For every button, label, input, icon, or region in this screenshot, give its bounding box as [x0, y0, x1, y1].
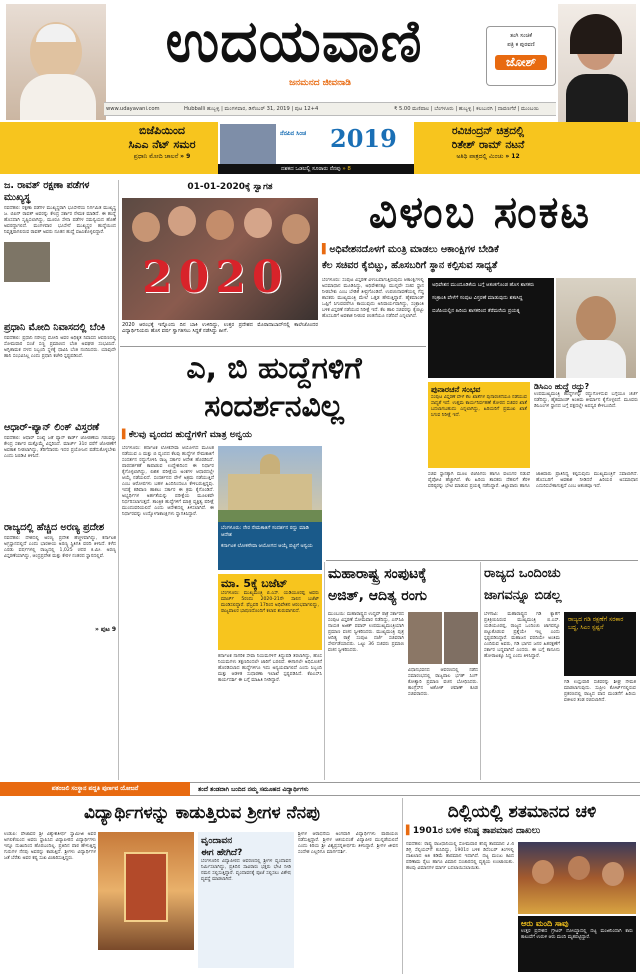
brindavan-title-2: ಈಗ ಹೇಗಿದೆ? [201, 848, 243, 858]
second-inset-1: ಬೆಂಗಳೂರು: ನೇರ ನೇಮಕಾತಿಗೆ ಸಂದರ್ಶನ ರದ್ದು ಮಾಡಿ ಆದೇಶ [221, 525, 309, 538]
photo-label: 01-01-2020ಕ್ಕೆ ಸ್ವಾಗತ [187, 182, 273, 192]
lead-box-1: ಪುನಾರಚನೆ ಸಂಭವ ಸಂಪುಟ ವಿಸ್ತರಣೆ ವೇಳೆ ಕೆಲ ಖಾತೆಗಳ ಪುನಾರಚನೆಯೂ ನಡೆಯುವ ಸಾಧ್ಯತೆ ಇದೆ. ಉತ್ತಮ ಕಾರ್ಯನಿರ್ವಹಣೆ ತೋರದ ಸಚಿವರ ಖಾತೆ ಬದಲಾಗಬಹುದು ಎನ್ನಲಾಗಿದ್ದು, ಹಿರಿಯರಿಗೆ ಪ್ರಮುಖ ಖಾತೆ ಸಿಗುವ ನಿರೀಕ್ಷೆ ಇದೆ. [428, 382, 530, 468]
budget-box: ಮಾ. 5ಕ್ಕೆ ಬಜೆಟ್ ಬೆಂಗಳೂರು: ಮುಖ್ಯಮಂತ್ರಿ ಬಿ.ಎಸ್. ಯಡಿಯೂರಪ್ಪ ಅವರು ಮಾರ್ಚ್ 5ರಂದು 2020-21ನೇ ಸಾಲಿನ ಬಜೆಟ್ ಮಂಡಿಸಲಿದ್ದಾರೆ. ಫೆಬ್ರವರಿ 17ರಿಂದ ಅಧಿವೇಶನ ಆರಂಭವಾಗಲಿದ್ದು, ರಾಜ್ಯಪಾಲರ ಭಾಷಣದೊಂದಿಗೆ ಕಲಾಪ ಶುರುವಾಗಲಿದೆ. [218, 574, 322, 650]
left-column [4, 180, 116, 776]
strip-left: ಪತಂಜಲಿ ಸಂಸ್ಥಾನ ಪದ್ದತಿ ಪುರ್ಣವ ಯೋಜನೆ [0, 782, 190, 796]
lead-headline[interactable]: ವಿಳಂಬ ಸಂಕಟ [368, 187, 592, 238]
second-headline-1[interactable]: ಎ, ಬಿ ಹುದ್ದೆಗಳಿಗೆ [186, 351, 362, 386]
divider-mid [324, 562, 325, 780]
lead-bullet-1: ಅಧಿವೇಶನ ಮುಂದೂಡಿಕೆಯ ಬಗ್ಗೆ ಆತಂಕಗೊಂಡ ಹೊಸ ಶಾಸಕರು [432, 282, 535, 288]
website[interactable]: www.udayavani.com [106, 106, 160, 112]
left-body-4: ನವದೆಹಲಿ: ದೇಶದಲ್ಲಿ ಅರಣ್ಯ ಪ್ರದೇಶ ಹೆಚ್ಚಳವಾಗಿದ್ದು, ಕರ್ನಾಟಕ ಅಗ್ರಸ್ಥಾನದಲ್ಲಿದೆ ಎಂದು ಭಾರತೀಯ ಅರಣ್ಯ ಸ್ಥಿತಿಗತಿ ವರದಿ ತಿಳಿಸಿದೆ. ಕಳೆದ ಎರಡು ವರ್ಷಗಳಲ್ಲಿ ರಾಜ್ಯದಲ್ಲಿ 1,025 ಚದರ ಕಿ.ಮೀ. ಅರಣ್ಯ ವಿಸ್ತರಣೆಯಾಗಿದ್ದು, ಆಂಧ್ರಪ್ರದೇಶ ಮತ್ತು ಕೇರಳ ನಂತರದ ಸ್ಥಾನದಲ್ಲಿವೆ. [4, 536, 116, 559]
divider-bottom [402, 798, 403, 974]
photo-2020-sign: 2020 [142, 252, 289, 303]
second-inset-2: ಕರ್ನಾಟಕ ಲೋಕಸೇವಾ ಆಯೋಗದ ಆಯ್ಕೆ ಪಟ್ಟಿಗೆ ಅನ್ವಯ [221, 543, 313, 549]
issue-info: Hubballi ಹುಬ್ಬಳ್ಳಿ | ಮಂಗಳವಾರ, ಡಿಸೆಂಬರ್ 31, 2019 | ಪುಟ 12+4 [184, 105, 319, 112]
left-head-rawat[interactable]: ಜ. ರಾವತ್ ರಕ್ಷಣಾ ಪಡೆಗಳ ಮುಖ್ಯಸ್ಥ [4, 180, 90, 203]
info-bar [104, 102, 556, 116]
lead-sub2: ಕೆಲ ಸಚಿವರ ಕೈಬಿಟ್ಟು, ಹೊಸಬರಿಗೆ ಸ್ಥಾನ ಕಲ್ಪಿಸುವ ಸಾಧ್ಯತೆ [322, 260, 498, 271]
supplement-badge [486, 26, 556, 86]
photo-caption: 2020 ಆರಂಭಕ್ಕೆ ಇನ್ನೊಂದು ದಿನ ಬಾಕಿ ಉಳಿದಿದ್ದು, ಉತ್ತರ ಪ್ರದೇಶದ ಮೊರಾದಾಬಾದ್‌ನಲ್ಲಿ ಕಾಲೇಜೊಂದರ ವಿದ್ಯಾರ್ಥಿನಿಯರು ಹೊಸ ವರ್ಷ ಸ್ವಾಗತಿಸಲು ಸಿದ್ಧತೆ ನಡೆಸಿದ್ದು ಹೀಗೆ. [122, 322, 318, 335]
brindavan-inset: ವೃಂದಾವನ ಈಗ ಹೇಗಿದೆ? ಬೆಂಗಳೂರಿನ ವಿದ್ಯಾಪೀಠದ ಆವರಣದಲ್ಲಿ ಶ್ರೀಗಳ ವೃಂದಾವನ ನಿರ್ಮಿಸಲಾಗಿದ್ದು, ಪ್ರತಿದಿನ ಸಾವಿರಾರು ಭಕ್ತರು ಭೇಟಿ ನೀಡಿ ನಮನ ಸಲ್ಲಿಸುತ್ತಿದ್ದಾರೆ. ವೃಂದಾವನಕ್ಕೆ ಪೂಜೆ ಸಲ್ಲಿಸಲು ವಿಶೇಷ ವ್ಯವಸ್ಥೆ ಮಾಡಲಾಗಿದೆ. [198, 832, 294, 968]
rawat-photo [4, 242, 50, 282]
left-head-fire[interactable]: ಪ್ರಧಾನಿ ಮೋದಿ ನಿವಾಸದಲ್ಲಿ ಬೆಂಕಿ [4, 322, 106, 333]
teaser-mid-page: » 8 [342, 166, 351, 172]
teaser-middle[interactable] [218, 122, 414, 174]
bottom-right-headline[interactable]: ದಿಲ್ಲಿಯಲ್ಲಿ ಶತಮಾನದ ಚಳಿ [447, 802, 597, 822]
teaser-mid-sub-row [218, 164, 414, 174]
badge-top: ತಂಗಿ ಸಂಚಿಕೆ [510, 33, 532, 39]
left-body-3: ನವದೆಹಲಿ: ಆಧಾರ್ ಸಂಖ್ಯೆ ಜತೆ ಪ್ಯಾನ್ ಕಾರ್ಡ್ ಜೋಡಣೆಯ ಗಡುವನ್ನು ಕೇಂದ್ರ ಸರ್ಕಾರ ಮತ್ತೊಮ್ಮೆ ವಿಸ್ತರಿಸಿದೆ. ಮಾರ್ಚ್ 31ರ ವರೆಗೆ ಜೋಡಣೆಗೆ ಅವಕಾಶ ನೀಡಲಾಗಿದ್ದು, ತೆರಿಗೆದಾರರು ಇದರ ಪ್ರಯೋಜನ ಪಡೆದುಕೊಳ್ಳಬೇಕು ಎಂದು ಸಿಬಿಡಿಟಿ ತಿಳಿಸಿದೆ. [4, 436, 116, 459]
teaser-right[interactable] [418, 124, 558, 172]
state-box [564, 612, 636, 676]
bottom-right-box: ಆರು ಮಂದಿ ಸಾವು ಉತ್ತರ ಪ್ರದೇಶದ ಗ್ರೇಟರ್ ನೋಯ್ಡಾದಲ್ಲಿ ದಟ್ಟ ಮಂಜಿನಿಂದಾಗಿ ಕಾರು ಕಾಲುವೆಗೆ ಉರುಳಿ ಆರು ಮಂದಿ ಮೃತಪಟ್ಟಿದ್ದಾರೆ. [518, 916, 636, 972]
bottom-left-body-1: ಉಡುಪಿ: ಪೇಜಾವರ ಶ್ರೀ ವಿಶ್ವೇಶತೀರ್ಥ ಸ್ವಾಮೀಜಿ ಅವರ ಅಗಲಿಕೆಯಿಂದ ಅವರು ಸ್ಥಾಪಿಸಿದ ವಿದ್ಯಾಪೀಠದ ವಿದ್ಯಾರ್ಥಿಗಳು ಇನ್ನೂ ದುಃಖದಿಂದ ಹೊರಬಂದಿಲ್ಲ. ಪ್ರತಿದಿನ ಪಾಠ ಹೇಳುತ್ತಿದ್ದ ಗುರುಗಳ ನೆನಪು ಅವರನ್ನು ಕಾಡುತ್ತಿದೆ. ಶ್ರೀಗಳು ವಿದ್ಯಾರ್ಥಿಗಳ ಜತೆ ಬೆರೆತು ಅವರ ಕಷ್ಟ ಸುಖ ವಿಚಾರಿಸುತ್ತಿದ್ದರು. [4, 832, 96, 861]
second-sub: ▌ಕೆಲವು ವೃಂದದ ಹುದ್ದೆಗಳಿಗೆ ಮಾತ್ರ ಅನ್ವಯ [122, 430, 252, 440]
state-body-1: ಬೆಳಗಾವಿ: ಮಹಾರಾಷ್ಟ್ರದ ಗಡಿ ಕ್ಯಾತೆಗೆ ಪ್ರತಿಕ್ರಿಯಿಸಿರುವ ಮುಖ್ಯಮಂತ್ರಿ ಬಿ.ಎಸ್. ಯಡಿಯೂರಪ್ಪ, ರಾಜ್ಯದ ಒಂದಿಂಚು ಜಾಗವನ್ನೂ ಬಿಟ್ಟುಕೊಡುವ ಪ್ರಶ್ನೆಯೇ ಇಲ್ಲ ಎಂದು ಸ್ಪಷ್ಟಪಡಿಸಿದ್ದಾರೆ. ಮಹಾಜನ ವರದಿಯೇ ಅಂತಿಮ ಎಂದಿರುವ ಅವರು, ಗಡಿ ಭಾಗದ ಜನರ ಹಿತರಕ್ಷಣೆಗೆ ಸರ್ಕಾರ ಬದ್ಧವಾಗಿದೆ ಎಂದರು. ಈ ಬಗ್ಗೆ ಕಾನೂನು ಹೋರಾಟಕ್ಕೂ ಸಿದ್ಧ ಎಂದು ತಿಳಿಸಿದ್ದಾರೆ. [484, 612, 560, 659]
actress-portrait [558, 4, 636, 122]
teaser-left-page: » 9 [180, 153, 191, 160]
left-head-forest[interactable]: ರಾಜ್ಯದಲ್ಲಿ ಹೆಚ್ಚಿದ ಅರಣ್ಯ ಪ್ರದೇಶ [4, 522, 105, 533]
bottom-left-headline[interactable]: ವಿದ್ಯಾರ್ಥಿಗಳನ್ನು ಕಾಡುತ್ತಿರುವ ಶ್ರೀಗಳ ನೆನಪು [84, 803, 320, 823]
aaditya-photo [444, 612, 478, 664]
divider-second [120, 346, 426, 347]
left-head-aadhaar[interactable]: ಆಧಾರ್-ಪ್ಯಾನ್ ಲಿಂಕ್ ವಿಸ್ತರಣೆ [4, 422, 100, 433]
cold-wave-photo [518, 842, 636, 914]
second-inset [218, 522, 322, 570]
teaser-right-title2: ರಿತೇಶ್ ರಾಮ್ ನಟನೆ [451, 139, 525, 151]
strip-right: ತಂದೆ ತಂಡದಾಗಿ ಬಂದಿದ ನಮ್ಮ ಸಮೂಹದ ವಿದ್ಯಾರ್ಥಿಗಳು [190, 782, 640, 796]
lead-box-1-title: ಪುನಾರಚನೆ ಸಂಭವ [431, 385, 481, 394]
lead-bullets-box [428, 278, 554, 378]
masthead-title: ಉದಯವಾಣಿ [165, 7, 423, 75]
lead-box-2: ಡಿಸಿಎಂ ಹುದ್ದೆ ರದ್ದು? ಉಪಮುಖ್ಯಮಂತ್ರಿ ಹುದ್ದೆಗಳನ್ನು ರದ್ದುಗೊಳಿಸುವ ಬಗ್ಗೆಯೂ ಚರ್ಚೆ ನಡೆದಿದ್ದು, ಹೈಕಮಾಂಡ್ ಅಂತಿಮ ತೀರ್ಮಾನ ಕೈಗೊಳ್ಳಲಿದೆ. ಮೂವರು ಡಿಸಿಎಂಗಳ ಸ್ಥಾನದ ಬಗ್ಗೆ ಪಕ್ಷದಲ್ಲೇ ಅಪಸ್ವರ ಕೇಳಿಬಂದಿದೆ. [534, 382, 638, 409]
ajit-pawar-photo [408, 612, 442, 664]
price-editions: ₹ 5.00 ಮಣಿಪಾಲ | ಬೆಂಗಳೂರು | ಹುಬ್ಬಳ್ಳಿ | ಕಲಬುರಗಿ | ದಾವಣಗೆರೆ | ಮುಂಬಯಿ [394, 105, 539, 112]
bottom-left-body-2: ಶ್ರೀಗಳ ಆರಾಧನೆಯ ಅಂಗವಾಗಿ ವಿದ್ಯಾರ್ಥಿಗಳು ಪಾರಾಯಣ ನಡೆಸುತ್ತಿದ್ದಾರೆ. ಶ್ರೀಗಳ ಆಶಯದಂತೆ ವಿದ್ಯಾಪೀಠ ಮುನ್ನಡೆಯಲಿದೆ ಎಂದು ಕಿರಿಯ ಶ್ರೀ ವಿಶ್ವಪ್ರಸನ್ನತೀರ್ಥರು ತಿಳಿಸಿದ್ದಾರೆ. ಶ್ರೀಗಳ ಜೀವನ ಸಂದೇಶ ಎಲ್ಲರಿಗೂ ಮಾರ್ಗದರ್ಶಿ. [298, 832, 398, 855]
section-strip [0, 782, 640, 796]
maha-headline-2[interactable]: ಅಜಿತ್, ಆದಿತ್ಯ ರಂಗು [328, 588, 427, 604]
left-body-2: ನವದೆಹಲಿ: ಪ್ರಧಾನಿ ನರೇಂದ್ರ ಮೋದಿ ಅವರ ಅಧಿಕೃತ ನಿವಾಸದ ಆವರಣದಲ್ಲಿ ಸೋಮವಾರ ಸಂಜೆ ಸಣ್ಣ ಪ್ರಮಾಣದ ಬೆಂಕಿ ಅವಘಡ ಸಂಭವಿಸಿದೆ. ಅಗ್ನಿಶಾಮಕ ದಳದ ಸಿಬ್ಬಂದಿ ಸ್ಥಳಕ್ಕೆ ಧಾವಿಸಿ ಬೆಂಕಿ ನಂದಿಸಿದರು. ಯಾವುದೇ ಹಾನಿ ಸಂಭವಿಸಿಲ್ಲ ಎಂದು ಪ್ರಧಾನಿ ಕಚೇರಿ ಸ್ಪಷ್ಟಪಡಿಸಿದೆ. [4, 336, 116, 359]
divider-state [480, 562, 481, 780]
maha-headline-1[interactable]: ಮಹಾರಾಷ್ಟ್ರ ಸಂಪುಟಕ್ಕೆ [328, 566, 427, 582]
masthead-tagline: ಜನಮನದ ಜೀವನಾಡಿ [289, 78, 351, 88]
teaser-right-sub: ಅತಿಥಿ ಪಾತ್ರದಲ್ಲಿ ಮಿಂಚು [456, 153, 504, 160]
lead-body-2: ಸಚಿವ ಸ್ಥಾನಕ್ಕಾಗಿ ಮೂಲ ಬಿಜೆಪಿಗರು ಹಾಗೂ ವಲಸಿಗರ ನಡುವೆ ಪೈಪೋಟಿ ಹೆಚ್ಚಾಗಿದೆ. ಕೆಲ ಹಿರಿಯ ಶಾಸಕರು ದೆಹಲಿಗೆ ತೆರಳಿ ವರಿಷ್ಠರನ್ನು ಭೇಟಿ ಮಾಡುವ ಪ್ರಯತ್ನ ನಡೆಸಿದ್ದಾರೆ. ಜಿಲ್ಲಾವಾರು ಹಾಗೂ ಜಾತಿವಾರು ಪ್ರಾತಿನಿಧ್ಯ ಕಲ್ಪಿಸುವುದು ಮುಖ್ಯಮಂತ್ರಿಗೆ ಸವಾಲಾಗಿದೆ. ಹೊಸಬರಿಗೆ ಅವಕಾಶ ನೀಡಿದರೆ ಹಿರಿಯರ ಅಸಮಾಧಾನ ಎದುರಿಸಬೇಕಾಗುತ್ತದೆ ಎಂಬ ಆತಂಕವೂ ಇದೆ. [428, 472, 638, 489]
bottom-right-body-1: ನವದೆಹಲಿ: ರಾಷ್ಟ್ರ ರಾಜಧಾನಿಯಲ್ಲಿ ಸೋಮವಾರ ಕನಿಷ್ಠ ತಾಪಮಾನ 2.4 ಡಿಗ್ರಿ ಸೆಲ್ಸಿಯಸ್‌ಗೆ ಕುಸಿದಿದ್ದು, 1901ರ ಬಳಿಕ ಡಿಸೆಂಬರ್ ತಿಂಗಳಲ್ಲಿ ದಾಖಲಾದ ಅತಿ ಕಡಿಮೆ ತಾಪಮಾನ ಇದಾಗಿದೆ. ದಟ್ಟ ಮಂಜು ಕವಿದ ಪರಿಣಾಮ ರೈಲು ಹಾಗೂ ವಿಮಾನ ಸಂಚಾರದಲ್ಲಿ ವ್ಯತ್ಯಯ ಉಂಟಾಯಿತು. ಹಲವು ವಿಮಾನಗಳ ಮಾರ್ಗ ಬದಲಾಯಿಸಲಾಯಿತು. [406, 842, 514, 871]
brindavan-photo [98, 832, 194, 950]
bottom-right-box-title: ಆರು ಮಂದಿ ಸಾವು [521, 919, 569, 928]
lead-bullet-3: ಬಿಜೆಪಿಯಲ್ಲಿನ ಹಿರಿಯ ಶಾಸಕರಿಂದ ತೆರೆಮರೆಯ ಪ್ರಯತ್ನ [432, 308, 520, 314]
teaser-band [0, 122, 640, 174]
badge-brand: ಜೋಶ್ [495, 55, 547, 70]
lead-bullet-2: ಸಂಕ್ರಾಂತಿ ವೇಳೆಗೆ ಸಂಪುಟ ವಿಸ್ತರಣೆ ಮಾಡುವುದು ಶತಃಸಿದ್ಧ [432, 295, 523, 301]
masthead [0, 0, 640, 122]
maha-body-2: ವಿಧಾನಭವನದ ಆವರಣದಲ್ಲಿ ನಡೆದ ಸಮಾರಂಭದಲ್ಲಿ ರಾಜ್ಯಪಾಲ ಭಗತ್ ಸಿಂಗ್ ಕೋಶ್ಯಾರಿ ಪ್ರಮಾಣ ವಚನ ಬೋಧಿಸಿದರು. ಕಾಂಗ್ರೆಸ್‌ನ ಅಶೋಕ್ ಚವಾಣ್ ಕೂಡ ಸಚಿವರಾದರು. [408, 668, 478, 697]
teaser-left-title1: ಬಿಜೆಪಿಯಿಂದ [138, 124, 186, 137]
state-box-text: ರಾಜ್ಯದ ಗಡಿ ರಕ್ಷಣೆಗೆ ಸರಕಾರ ಬದ್ಧ, ಸಿಎಂ ಸ್ಪಷ್ಟನೆ [568, 616, 624, 631]
badge-mid: ಪತ್ರಿ ಕ ಪುರವಣಿ [507, 42, 535, 48]
lead-body-1: ಬೆಂಗಳೂರು: ಸಂಪುಟ ವಿಸ್ತರಣೆ ವಿಳಂಬವಾಗುತ್ತಿರುವುದು ಆಕಾಂಕ್ಷಿಗಳಲ್ಲಿ ಅಸಮಾಧಾನ ಮೂಡಿಸಿದ್ದು, ಅಧಿವೇಶನಕ್ಕೂ ಮುನ್ನವೇ ಸಚಿವ ಸ್ಥಾನ ನೀಡಬೇಕು ಎಂಬ ಬೇಡಿಕೆ ತೀವ್ರಗೊಂಡಿದೆ. ಉಪಚುನಾವಣೆಯಲ್ಲಿ ಗೆದ್ದ ಶಾಸಕರು ಮುಖ್ಯಮಂತ್ರಿ ಮೇಲೆ ಒತ್ತಡ ಹೇರುತ್ತಿದ್ದಾರೆ. ಹೈಕಮಾಂಡ್ ಒಪ್ಪಿಗೆ ಸಿಗುವವರೆಗೂ ಕಾಯುವುದು ಅನಿವಾರ್ಯವಾಗಿದ್ದು, ಸಂಕ್ರಾಂತಿ ಬಳಿಕ ವಿಸ್ತರಣೆ ನಡೆಯುವ ನಿರೀಕ್ಷೆ ಇದೆ. ಕೆಲ ಹಾಲಿ ಸಚಿವರನ್ನು ಕೈಬಿಟ್ಟು ಹೊಸಬರಿಗೆ ಅವಕಾಶ ನೀಡುವ ಚಿಂತನೆಯೂ ನಡೆದಿದೆ ಎನ್ನಲಾಗಿದೆ. [322, 278, 424, 319]
teaser-right-title1: ರವಿಚಂದ್ರನ್ ಚಿತ್ರದಲ್ಲಿ [451, 125, 525, 137]
vidhana-soudha-photo [218, 446, 322, 522]
lead-sub1-text: ಅಧಿವೇಶನದೊಳಗೆ ಮಂತ್ರಿ ಮಾಡಲು ಆಕಾಂಕ್ಷಿಗಳ ಬೇಡಿಕೆ [329, 244, 499, 255]
state-headline-1[interactable]: ರಾಜ್ಯದ ಒಂದಿಂಚು [484, 566, 561, 581]
teaser-left-title2: ಸಿಎಎ ನೆಟ್ ಸಮರ [128, 138, 196, 151]
lead-box-2-title: ಡಿಸಿಎಂ ಹುದ್ದೆ ರದ್ದು? [534, 382, 590, 391]
modi-portrait [6, 4, 106, 120]
teaser-left-sub: ಪ್ರಧಾನಿ ಮೋದಿ ಚಾಲನೆ [133, 153, 179, 160]
teaser-left[interactable] [110, 124, 214, 172]
budget-title[interactable]: ಮಾ. 5ಕ್ಕೆ ಬಜೆಟ್ [221, 577, 288, 590]
divider-left [118, 180, 119, 780]
divider-maha [326, 560, 638, 561]
state-body-2: ಗಡಿ ಉಸ್ತುವಾರಿ ಸಚಿವರನ್ನು ಶೀಘ್ರ ನೇಮಕ ಮಾಡಲಾಗುವುದು. ಸುಪ್ರೀಂ ಕೋರ್ಟ್‌ನಲ್ಲಿರುವ ಪ್ರಕರಣದಲ್ಲಿ ರಾಜ್ಯದ ವಾದ ಮಂಡನೆಗೆ ಹಿರಿಯ ವಕೀಲರ ತಂಡ ರಚಿಸಲಾಗಿದೆ. [564, 680, 636, 703]
maha-body-1: ಮುಂಬಯಿ: ಮಹಾರಾಷ್ಟ್ರದ ಉದ್ಧವ್ ಠಾಕ್ರೆ ಸರ್ಕಾರದ ಸಂಪುಟ ವಿಸ್ತರಣೆ ಸೋಮವಾರ ನಡೆದಿದ್ದು, ಎನ್‌ಸಿಪಿ ನಾಯಕ ಅಜಿತ್ ಪವಾರ್ ಉಪಮುಖ್ಯಮಂತ್ರಿಯಾಗಿ ಪ್ರಮಾಣ ವಚನ ಸ್ವೀಕರಿಸಿದರು. ಮುಖ್ಯಮಂತ್ರಿ ಪುತ್ರ ಆದಿತ್ಯ ಠಾಕ್ರೆ ಸಂಪುಟ ದರ್ಜೆ ಸಚಿವರಾಗಿ ಸೇರ್ಪಡೆಯಾದರು. ಒಟ್ಟು 36 ಸಚಿವರು ಪ್ರಮಾಣ ವಚನ ಸ್ವೀಕರಿಸಿದರು. [328, 612, 404, 653]
second-sub-text: ಕೆಲವು ವೃಂದದ ಹುದ್ದೆಗಳಿಗೆ ಮಾತ್ರ ಅನ್ವಯ [128, 430, 252, 440]
second-body-1: ಬೆಂಗಳೂರು: ಕರ್ನಾಟಕ ಲೋಕಸೇವಾ ಆಯೋಗದ ಮೂಲಕ ನಡೆಯುವ ಎ ಮತ್ತು ಬಿ ವೃಂದದ ಕೆಲವು ಹುದ್ದೆಗಳ ನೇಮಕಾತಿಗೆ ಸಂದರ್ಶನ ರದ್ದುಗೊಳಿಸಿ ರಾಜ್ಯ ಸರ್ಕಾರ ಆದೇಶ ಹೊರಡಿಸಿದೆ. ಪಾರದರ್ಶಕತೆ ಕಾಪಾಡುವ ಉದ್ದೇಶದಿಂದ ಈ ನಿರ್ಧಾರ ಕೈಗೊಳ್ಳಲಾಗಿದ್ದು, ಲಿಖಿತ ಪರೀಕ್ಷೆಯ ಅಂಕಗಳ ಆಧಾರದಲ್ಲೇ ಆಯ್ಕೆ ನಡೆಯಲಿದೆ. ಸಂದರ್ಶನದ ವೇಳೆ ಅಕ್ರಮ ನಡೆಯುತ್ತಿದೆ ಎಂಬ ಆರೋಪಗಳು ಬಹಳ ಹಿಂದಿನಿಂದಲೂ ಕೇಳಿಬರುತ್ತಿದ್ದವು. ಇದಕ್ಕೆ ಕಡಿವಾಣ ಹಾಕಲು ಸರ್ಕಾರ ಈ ಕ್ರಮ ಕೈಗೊಂಡಿದೆ. ಅಭ್ಯರ್ಥಿಗಳ ಅರ್ಹತೆಯನ್ನು ಪರೀಕ್ಷೆಯ ಮೂಲಕವೇ ನಿರ್ಧರಿಸಲಾಗುತ್ತದೆ. ತಾಂತ್ರಿಕ ಹುದ್ದೆಗಳಿಗೆ ಮಾತ್ರ ವ್ಯಕ್ತಿತ್ವ ಪರೀಕ್ಷೆ ಮುಂದುವರಿಯಲಿದೆ ಎಂದು ಆದೇಶದಲ್ಲಿ ತಿಳಿಸಲಾಗಿದೆ. ಈ ನಿರ್ಧಾರವನ್ನು ಉದ್ಯೋಗಾಕಾಂಕ್ಷಿಗಳು ಸ್ವಾಗತಿಸಿದ್ದಾರೆ. [122, 446, 214, 517]
teaser-mid-label: ನೆನಪಿನ ಸಿಂಚ [280, 130, 307, 137]
second-body-2: ಕರ್ನಾಟಕ ನಾಗರಿಕ ಸೇವಾ ನಿಯಮಗಳಿಗೆ ತಿದ್ದುಪಡಿ ತರಲಾಗಿದ್ದು, ಹೊಸ ನಿಯಮಗಳು ತಕ್ಷಣದಿಂದಲೇ ಜಾರಿಗೆ ಬರಲಿವೆ. ಈಗಾಗಲೇ ಅಧಿಸೂಚನೆ ಹೊರಡಿಸಲಾದ ಹುದ್ದೆಗಳಿಗೂ ಇದು ಅನ್ವಯವಾಗಲಿದೆ ಎಂದು ಸಿಬ್ಬಂದಿ ಮತ್ತು ಆಡಳಿತ ಸುಧಾರಣಾ ಇಲಾಖೆ ಸ್ಪಷ್ಟಪಡಿಸಿದೆ. ಕೆಪಿಎಸ್‌ಸಿ ಕಾರ್ಯದರ್ಶಿ ಈ ಬಗ್ಗೆ ಮಾಹಿತಿ ನೀಡಿದ್ದಾರೆ. [218, 654, 322, 683]
students-photo [122, 198, 318, 320]
bottom-right-sub-text: 1901ರ ಬಳಿಕ ಕನಿಷ್ಠ ತಾಪಮಾನ ದಾಖಲು [412, 826, 541, 836]
second-headline-2[interactable]: ಸಂದರ್ಶನವಿಲ್ಲ [204, 389, 344, 424]
brindavan-title-1: ವೃಂದಾವನ [201, 836, 233, 846]
teaser-mid-sub: ದಶಕದ ಒಡಲಲ್ಲಿ ಸೂರಾರು ನೆನಪು [281, 166, 341, 172]
lead-sub1: ▌ಅಧಿವೇಶನದೊಳಗೆ ಮಂತ್ರಿ ಮಾಡಲು ಆಕಾಂಕ್ಷಿಗಳ ಬೇಡಿಕೆ [322, 244, 499, 255]
bottom-right-sub: ▌1901ರ ಬಳಿಕ ಕನಿಷ್ಠ ತಾಪಮಾನ ದಾಖಲು [406, 826, 541, 836]
dhoni-photo [220, 124, 276, 164]
teaser-right-page: » 12 [505, 153, 520, 160]
teaser-mid-year: 2019 [330, 124, 397, 153]
left-body-1: ನವದೆಹಲಿ: ರಕ್ಷಣಾ ಪಡೆಗಳ ಮುಖ್ಯಸ್ಥರಾಗಿ ಭೂಸೇನೆಯ ನಿರ್ಗಮಿತ ಮುಖ್ಯಸ್ಥ ಜ. ಬಿಪಿನ್ ರಾವತ್ ಅವರನ್ನು ಕೇಂದ್ರ ಸರ್ಕಾರ ನೇಮಕ ಮಾಡಿದೆ. ಈ ಹುದ್ದೆ ಹೊಸದಾಗಿ ಸೃಷ್ಟಿಸಲಾಗಿದ್ದು, ಮೂರೂ ಸೇನಾ ಪಡೆಗಳ ಸಮನ್ವಯದ ಹೊಣೆ ಅವರದ್ದಾಗಲಿದೆ. ಮಂಗಳವಾರ ಭೂಸೇನೆ ಮುಖ್ಯಸ್ಥರ ಹುದ್ದೆಯಿಂದ ನಿವೃತ್ತರಾಗಲಿರುವ ರಾವತ್ ಅವರು ನೂತನ ಹುದ್ದೆ ವಹಿಸಿಕೊಳ್ಳಲಿದ್ದಾರೆ. [4, 206, 116, 235]
yediyurappa-photo [556, 278, 636, 378]
left-more-link[interactable]: » ಪುಟ 9 [94, 626, 116, 633]
state-headline-2[interactable]: ಜಾಗವನ್ನೂ ಬಿಡಲ್ಲ [484, 588, 562, 603]
